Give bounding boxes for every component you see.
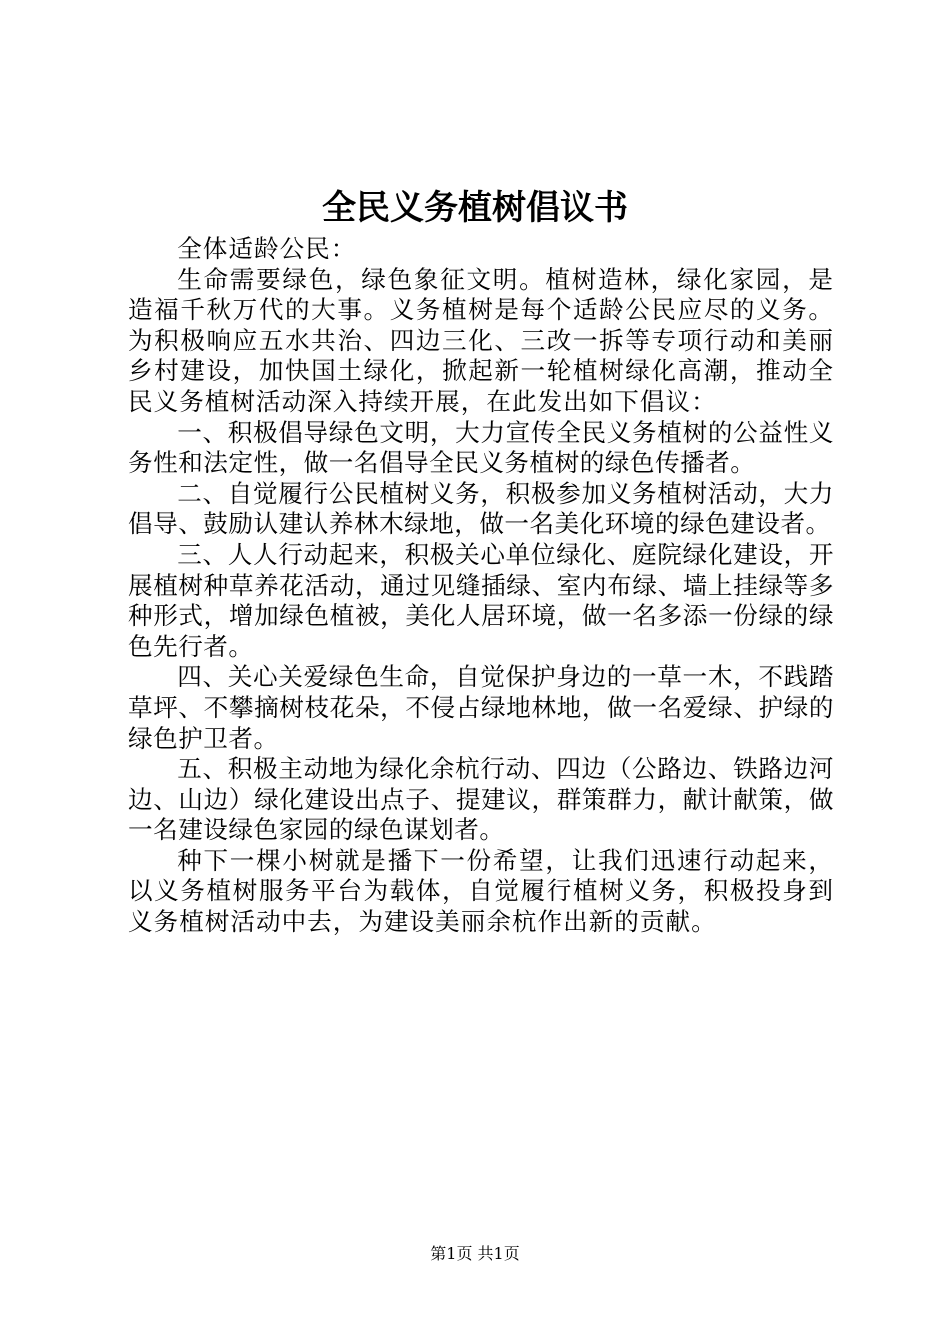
intro-paragraph: 生命需要绿色，绿色象征文明。植树造林，绿化家园，是造福千秋万代的大事。义务植树是每个适龄公民应尽的义务。为积极响应五水共治、四边三化、三改一拆等专项行动和美丽乡村建设，加快国土绿化，掀起新一轮植树绿化高潮，推动全民义务植树活动深入持续开展，在此发出如下倡议： bbox=[128, 264, 834, 416]
proposal-item-4: 四、关心关爱绿色生命，自觉保护身边的一草一木，不践踏草坪、不攀摘树枝花朵，不侵占绿地林地，做一名爱绿、护绿的绿色护卫者。 bbox=[128, 662, 834, 753]
proposal-item-5: 五、积极主动地为绿化余杭行动、四边（公路边、铁路边河边、山边）绿化建设出点子、提建议，群策群力，献计献策，做一名建设绿色家园的绿色谋划者。 bbox=[128, 754, 834, 845]
closing-paragraph: 种下一棵小树就是播下一份希望，让我们迅速行动起来，以义务植树服务平台为载体，自觉履行植树义务，积极投身到义务植树活动中去，为建设美丽余杭作出新的贡献。 bbox=[128, 845, 834, 937]
proposal-item-2: 二、自觉履行公民植树义务，积极参加义务植树活动，大力倡导、鼓励认建认养林木绿地，做一名美化环境的绿色建设者。 bbox=[128, 478, 834, 539]
proposal-item-1: 一、积极倡导绿色文明，大力宣传全民义务植树的公益性义务性和法定性，做一名倡导全民义务植树的绿色传播者。 bbox=[128, 417, 834, 478]
document-title: 全民义务植树倡议书 bbox=[322, 188, 628, 228]
proposal-item-3: 三、人人行动起来，积极关心单位绿化、庭院绿化建设，开展植树种草养花活动，通过见缝插绿、室内布绿、墙上挂绿等多种形式，增加绿色植被，美化人居环境，做一名多添一份绿的绿色先行者。 bbox=[128, 539, 834, 661]
salutation: 全体适龄公民： bbox=[177, 234, 357, 263]
page-number: 第1页 共1页 bbox=[430, 1244, 520, 1263]
document-body bbox=[128, 234, 834, 938]
